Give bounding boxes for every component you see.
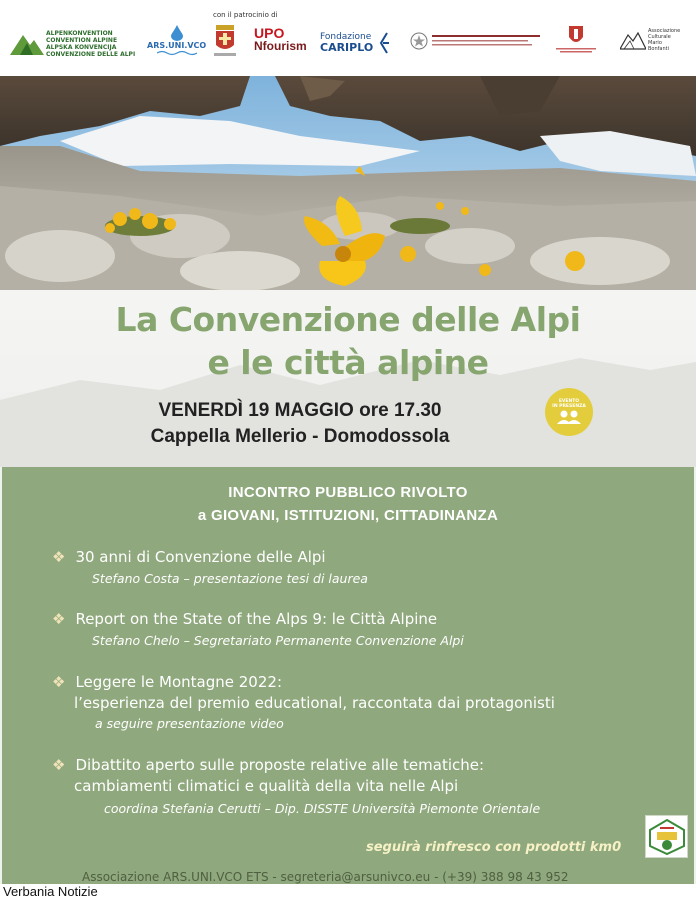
- program-item-title-continued: cambiamenti climatici e qualità della vita nelle Alpi: [74, 777, 459, 795]
- headline-line-2: a GIOVANI, ISTITUZIONI, CITTADINANZA: [197, 507, 499, 524]
- mountain-sketch-icon: [620, 29, 646, 51]
- event-place: Cappella Mellerio - Domodossola: [150, 426, 450, 447]
- association-line: Bonfanti: [648, 46, 670, 52]
- km0-logo: [645, 815, 688, 858]
- province-text-lines: [556, 47, 596, 53]
- cariplo-line1: Fondazione: [320, 32, 372, 42]
- province-shield-icon: [568, 25, 584, 47]
- program-item-text: Dibattito aperto sulle proposte relative alle tematiche:: [75, 756, 485, 774]
- main-title-line-2: e le città alpine: [207, 343, 489, 382]
- alpine-logo-line: ALPSKA KONVENCIJA: [46, 44, 117, 51]
- cariplo-line2: CARIPLO: [320, 41, 374, 54]
- patronage-label: con il patrocinio di: [213, 11, 278, 19]
- alpine-logo-line: ALPENKONVENTION: [46, 30, 113, 37]
- region-emblem: [410, 32, 542, 50]
- alpine-landscape-photo: [0, 76, 696, 290]
- program-item-title: [52, 673, 282, 691]
- main-title-line-1: La Convenzione delle Alpi: [115, 300, 581, 339]
- program-item-text: 30 anni di Convenzione delle Alpi: [75, 548, 326, 566]
- title-area: [0, 290, 696, 467]
- badge-label-line: EVENTO: [558, 399, 580, 404]
- region-text-lines: [432, 33, 542, 49]
- upo-text: UPO: [254, 25, 285, 41]
- alpine-convention-logo: [10, 30, 135, 58]
- program-item-title-continued: l’esperienza del premio educational, raccontata dai protagonisti: [74, 694, 555, 712]
- in-person-badge: [545, 388, 593, 436]
- credit-bar: [0, 884, 696, 900]
- mountain-logo-icon: [10, 31, 44, 57]
- program-item-detail: Stefano Costa – presentazione tesi di laurea: [92, 571, 368, 586]
- km0-badge-icon: [648, 818, 686, 856]
- footer-contact: Associazione ARS.UNI.VCO ETS - segreteria@arsunivco.eu - (+39) 388 98 43 952: [82, 870, 569, 884]
- program-item-text: Leggere le Montagne 2022:: [75, 673, 282, 691]
- headline-line-1: INCONTRO PUBBLICO RIVOLTO: [228, 484, 468, 501]
- association-line: Mario: [648, 40, 662, 46]
- wave-icon: [157, 50, 197, 56]
- arsunivco-logo: [147, 25, 206, 56]
- arsunivco-text: ARS.UNI.VCO: [147, 41, 207, 50]
- association-line: Associazione: [648, 28, 681, 34]
- refreshment-note: seguirà rinfresco con prodotti km0: [366, 840, 622, 855]
- alpine-logo-line: CONVENTION ALPINE: [46, 37, 118, 44]
- cariplo-symbol-icon: [377, 31, 391, 55]
- water-drop-icon: [170, 25, 184, 41]
- program-item-detail: a seguire presentazione video: [95, 716, 284, 731]
- program-item-text: Report on the State of the Alps 9: le Città Alpine: [75, 610, 438, 628]
- upo-tourism-text: Nfourism: [254, 39, 307, 53]
- sponsor-bar: [0, 0, 696, 76]
- cariplo-logo: [320, 31, 391, 55]
- people-icon: [556, 409, 582, 425]
- diamond-bullet-icon: ❖: [52, 673, 66, 691]
- badge-label-line: IN PRESENZA: [552, 404, 586, 409]
- program-item-title: [52, 756, 484, 774]
- landscape-illustration: [0, 76, 696, 290]
- city-crest-icon: [214, 25, 236, 57]
- upo-logo: [254, 26, 307, 53]
- program-item-detail: coordina Stefania Cerutti – Dip. DISSTE Università Piemonte Orientale: [104, 801, 541, 816]
- program-item-title: [52, 610, 437, 628]
- association-line: Culturale: [648, 34, 671, 40]
- diamond-bullet-icon: ❖: [52, 548, 66, 566]
- event-date: VENERDÌ 19 MAGGIO ore 17.30: [158, 400, 442, 421]
- cultural-association-logo: [620, 28, 680, 52]
- diamond-bullet-icon: ❖: [52, 610, 66, 628]
- program-item-detail: Stefano Chelo – Segretariato Permanente Convenzione Alpi: [92, 633, 464, 648]
- program-item-title: [52, 548, 326, 566]
- source-credit: Verbania Notizie: [3, 884, 98, 899]
- province-crest: [556, 25, 596, 53]
- star-emblem-icon: [410, 32, 428, 50]
- diamond-bullet-icon: ❖: [52, 756, 66, 774]
- domodossola-crest: [214, 25, 236, 57]
- alpine-logo-line: CONVENZIONE DELLE ALPI: [46, 51, 136, 58]
